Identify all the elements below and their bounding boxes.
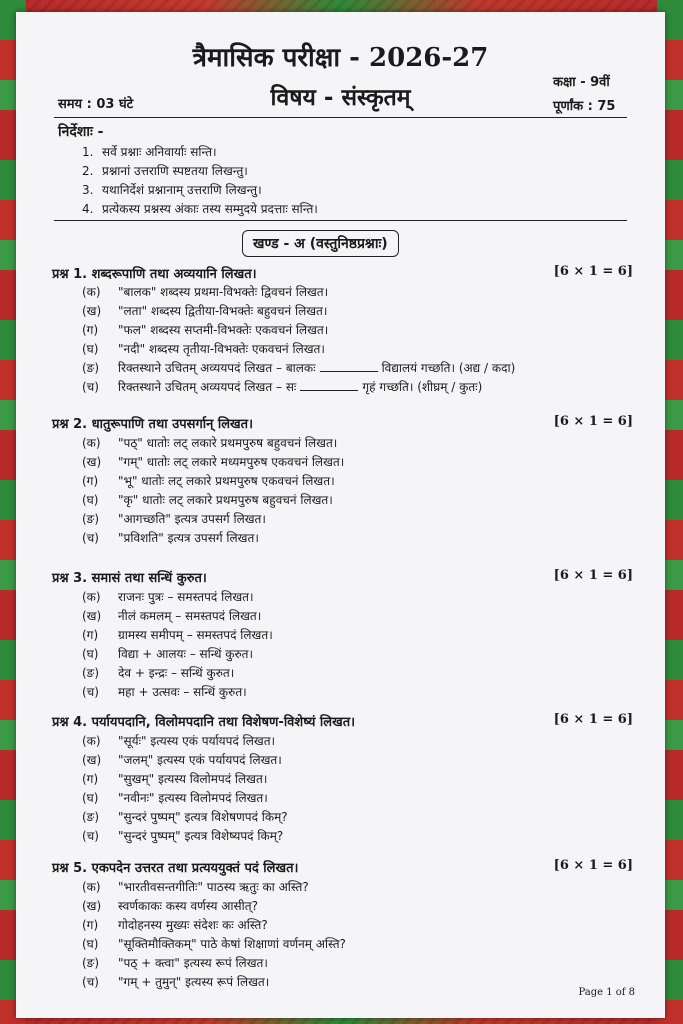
question-item: (ङ) "पठ् + क्त्वा" इत्यस्य रूपं लिखत। — [82, 956, 268, 970]
question-item: (घ) "कृ" धातोः लट् लकारे प्रथमपुरुष बहुवचनं लिखत। — [82, 493, 333, 507]
question-item: (ग) ग्रामस्य समीपम् – समस्तपदं लिखत। — [82, 628, 273, 642]
question-marks: [6 × 1 = 6] — [553, 858, 633, 873]
question-item: (च) रिक्तस्थाने उचितम् अव्ययपदं लिखत – सः गृहं गच्छति। (शीघ्रम् / कुतः) — [82, 380, 483, 394]
question-item: (ग) "भू" धातोः लट् लकारे प्रथमपुरुष एकवचनं लिखत। — [82, 474, 335, 488]
instructions-rule — [54, 220, 627, 221]
instruction-item: 3. यथानिर्देशं प्रश्नानाम् उत्तराणि लिखन्तु। — [82, 183, 262, 197]
question-item: (च) "सुन्दरं पुष्पम्" इत्यत्र विशेष्यपदं किम्? — [82, 829, 284, 843]
question-heading: प्रश्न 5. एकपदेन उत्तरत तथा प्रत्यययुक्तं पदं लिखत। — [52, 861, 299, 876]
exam-time: समय : 03 घंटे — [58, 97, 134, 112]
question-item: (ङ) "आगच्छति" इत्यत्र उपसर्ग लिखत। — [82, 512, 266, 526]
max-marks: पूर्णांक : 75 — [553, 99, 616, 114]
question-item: (ङ) देव + इन्द्रः – सन्धिं कुरुत। — [82, 666, 235, 680]
question-item: (च) "गम् + तुमुन्" इत्यस्य रूपं लिखत। — [82, 975, 270, 989]
page-number: Page 1 of 8 — [578, 987, 635, 998]
question-item: (ख) "गम्" धातोः लट् लकारे मध्यमपुरुष एकवचनं लिखत। — [82, 455, 345, 469]
question-item: (ख) "जलम्" इत्यस्य एकं पर्यायपदं लिखत। — [82, 753, 282, 767]
instruction-item: 1. सर्वे प्रश्नाः अनिवार्याः सन्ति। — [82, 145, 217, 159]
question-item: (च) महा + उत्सवः – सन्धिं कुरुत। — [82, 685, 247, 699]
question-item: (ख) "लता" शब्दस्य द्वितीया-विभक्तेः बहुवचनं लिखत। — [82, 304, 328, 318]
subject-title: विषय - संस्कृतम् — [270, 85, 411, 111]
question-item: (घ) "नवीनः" इत्यस्य विलोमपदं लिखत। — [82, 791, 268, 805]
answer-blank — [320, 371, 378, 372]
exam-class: कक्षा - 9वीं — [553, 75, 610, 90]
question-item: (ग) गोदोहनस्य मुख्यः संदेशः कः अस्ति? — [82, 918, 268, 932]
question-item: (क) "पठ्" धातोः लट् लकारे प्रथमपुरुष बहुवचनं लिखत। — [82, 436, 338, 450]
question-item: (क) राजनः पुत्रः – समस्तपदं लिखत। — [82, 590, 254, 604]
section-heading: खण्ड - अ (वस्तुनिष्ठप्रश्नाः) — [242, 230, 399, 257]
question-heading: प्रश्न 1. शब्दरूपाणि तथा अव्ययानि लिखत। — [52, 267, 257, 282]
exam-title: त्रैमासिक परीक्षा - 2026-27 — [192, 43, 489, 73]
question-marks: [6 × 1 = 6] — [553, 264, 633, 279]
question-item: (क) "भारतीवसन्तगीतिः" पाठस्य ऋतुः का अस्ति? — [82, 880, 309, 894]
question-item: (ख) नीलं कमलम् – समस्तपदं लिखत। — [82, 609, 262, 623]
question-item: (ङ) रिक्तस्थाने उचितम् अव्ययपदं लिखत – बालकः विद्यालयं गच्छति। (अद्य / कदा) — [82, 361, 516, 375]
question-heading: प्रश्न 2. धातुरूपाणि तथा उपसर्गान् लिखत। — [52, 417, 254, 432]
question-marks: [6 × 1 = 6] — [553, 712, 633, 727]
question-item: (घ) "सूक्तिमौक्तिकम्" पाठे केषां शिक्षाणां वर्णनम् अस्ति? — [82, 937, 346, 951]
question-item: (ग) "सुखम्" इत्यस्य विलोमपदं लिखत। — [82, 772, 268, 786]
question-item: (च) "प्रविशति" इत्यत्र उपसर्ग लिखत। — [82, 531, 259, 545]
question-item: (घ) "नदी" शब्दस्य तृतीया-विभक्तेः एकवचनं लिखत। — [82, 342, 325, 356]
question-item: (क) "बालक" शब्दस्य प्रथमा-विभक्तेः द्विवचनं लिखत। — [82, 285, 329, 299]
question-item: (ग) "फल" शब्दस्य सप्तमी-विभक्तेः एकवचनं लिखत। — [82, 323, 329, 337]
question-item: (ख) स्वर्णकाकः कस्य वर्णस्य आसीत्? — [82, 899, 258, 913]
instruction-item: 2. प्रश्नानां उत्तराणि स्पष्टतया लिखन्तु। — [82, 164, 248, 178]
question-item: (ङ) "सुन्दरं पुष्पम्" इत्यत्र विशेषणपदं किम्? — [82, 810, 288, 824]
question-marks: [6 × 1 = 6] — [553, 414, 633, 429]
answer-blank — [300, 390, 358, 391]
question-item: (घ) विद्या + आलयः – सन्धिं कुरुत। — [82, 647, 254, 661]
header-rule — [54, 117, 627, 118]
question-heading: प्रश्न 4. पर्यायपदानि, विलोमपदानि तथा विशेषण-विशेष्यं लिखत। — [52, 715, 356, 730]
exam-paper — [16, 12, 665, 1018]
question-item: (क) "सूर्यः" इत्यस्य एकं पर्यायपदं लिखत। — [82, 734, 276, 748]
instructions-heading: निर्देशाः - — [58, 124, 104, 140]
question-heading: प्रश्न 3. समासं तथा सन्धिं कुरुत। — [52, 571, 207, 586]
question-marks: [6 × 1 = 6] — [553, 568, 633, 583]
instruction-item: 4. प्रत्येकस्य प्रश्नस्य अंकाः तस्य सम्मुदये प्रदत्ताः सन्ति। — [82, 202, 318, 216]
